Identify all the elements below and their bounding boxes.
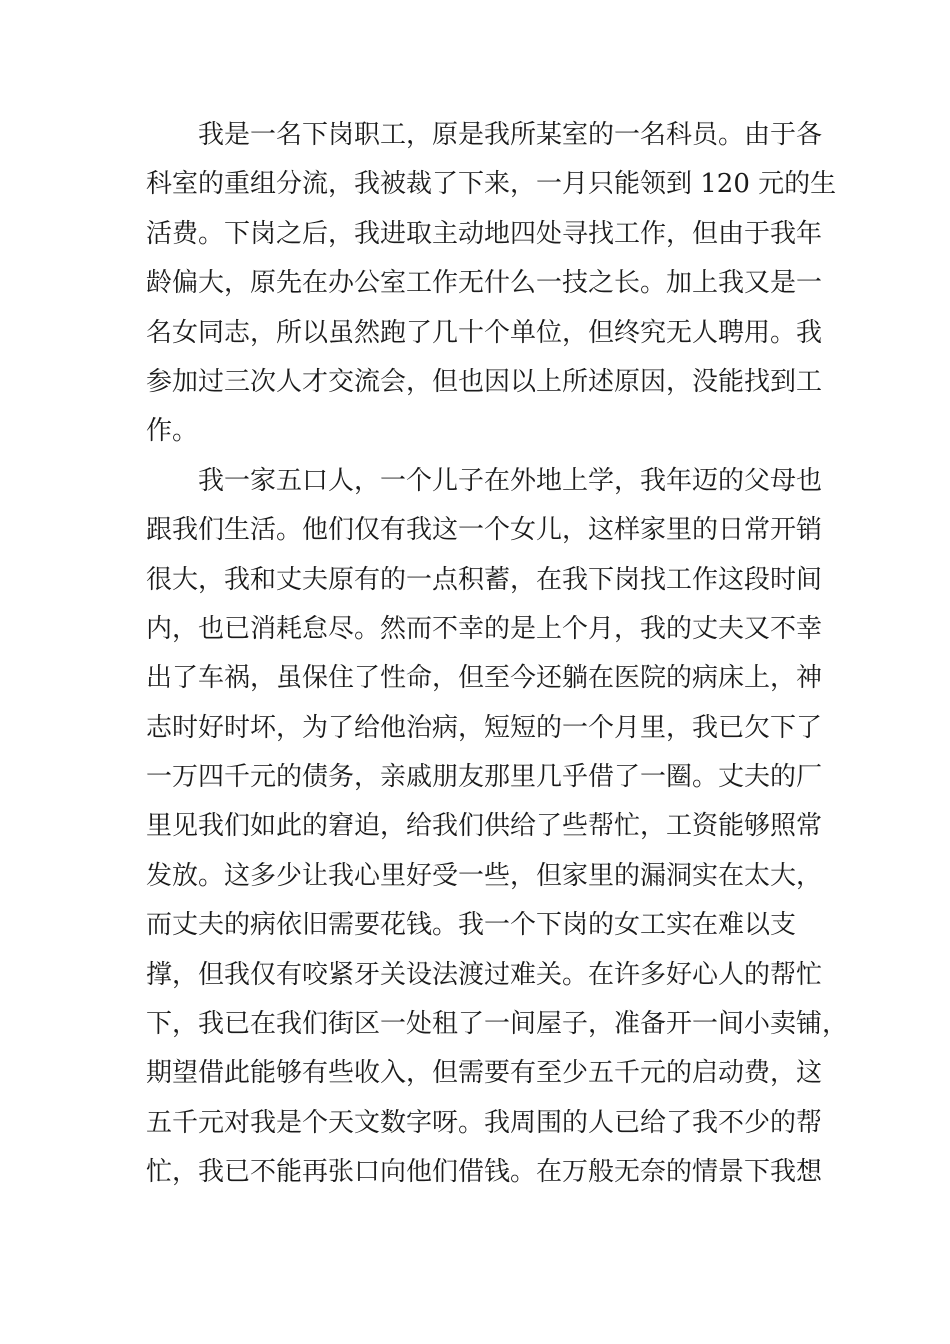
paragraph-line: 活费。下岗之后，我进取主动地四处寻找工作，但由于我年 — [146, 218, 823, 249]
paragraph-line: 我是一名下岗职工，原是我所某室的一名科员。由于各 — [198, 120, 823, 150]
paragraph-line: 志时好时坏，为了给他治病，短短的一个月里，我已欠下了 — [146, 712, 823, 743]
paragraph-line: 作。 — [146, 416, 199, 447]
paragraph-line: 出了车祸，虽保住了性命，但至今还躺在医院的病床上，神 — [146, 663, 823, 694]
paragraph-line: 参加过三次人才交流会，但也因以上所述原因，没能找到工 — [146, 366, 823, 397]
paragraph-line: 我一家五口人，一个儿子在外地上学，我年迈的父母也 — [198, 465, 823, 496]
paragraph-line: 一万四千元的债务，亲戚朋友那里几乎借了一圈。丈夫的厂 — [146, 762, 823, 793]
paragraph-line: 很大，我和丈夫原有的一点积蓄，在我下岗找工作这段时间 — [146, 564, 823, 595]
paragraph-line: 跟我们生活。他们仅有我这一个女儿，这样家里的日常开销 — [146, 515, 823, 546]
paragraph-line: 科室的重组分流，我被裁了下来，一月只能领到 120 元的生 — [146, 169, 837, 200]
paragraph-1 — [146, 111, 846, 457]
body-text — [146, 111, 849, 1198]
paragraph-line: 发放。这多少让我心里好受一些，但家里的漏洞实在太大， — [146, 860, 823, 891]
paragraph-line: 五千元对我是个天文数字呀。我周围的人已给了我不少的帮 — [146, 1107, 823, 1138]
paragraph-line: 里见我们如此的窘迫，给我们供给了些帮忙，工资能够照常 — [146, 811, 823, 842]
paragraph-line: 下，我已在我们街区一处租了一间屋子，准备开一间小卖铺， — [146, 1009, 849, 1040]
paragraph-line: 名女同志，所以虽然跑了几十个单位，但终究无人聘用。我 — [146, 317, 823, 348]
paragraph-line: 内，也已消耗怠尽。然而不幸的是上个月，我的丈夫又不幸 — [146, 613, 823, 644]
paragraph-line: 龄偏大，原先在办公室工作无什么一技之长。加上我又是一 — [146, 268, 823, 299]
paragraph-line: 撑，但我仅有咬紧牙关设法渡过难关。在许多好心人的帮忙 — [146, 959, 823, 990]
paragraph-line: 忙，我已不能再张口向他们借钱。在万般无奈的情景下我想 — [146, 1157, 823, 1188]
paragraph-2 — [146, 457, 849, 1198]
paragraph-line: 而丈夫的病依旧需要花钱。我一个下岗的女工实在难以支 — [146, 910, 797, 941]
paragraph-line: 期望借此能够有些收入，但需要有至少五千元的启动费，这 — [146, 1058, 823, 1089]
